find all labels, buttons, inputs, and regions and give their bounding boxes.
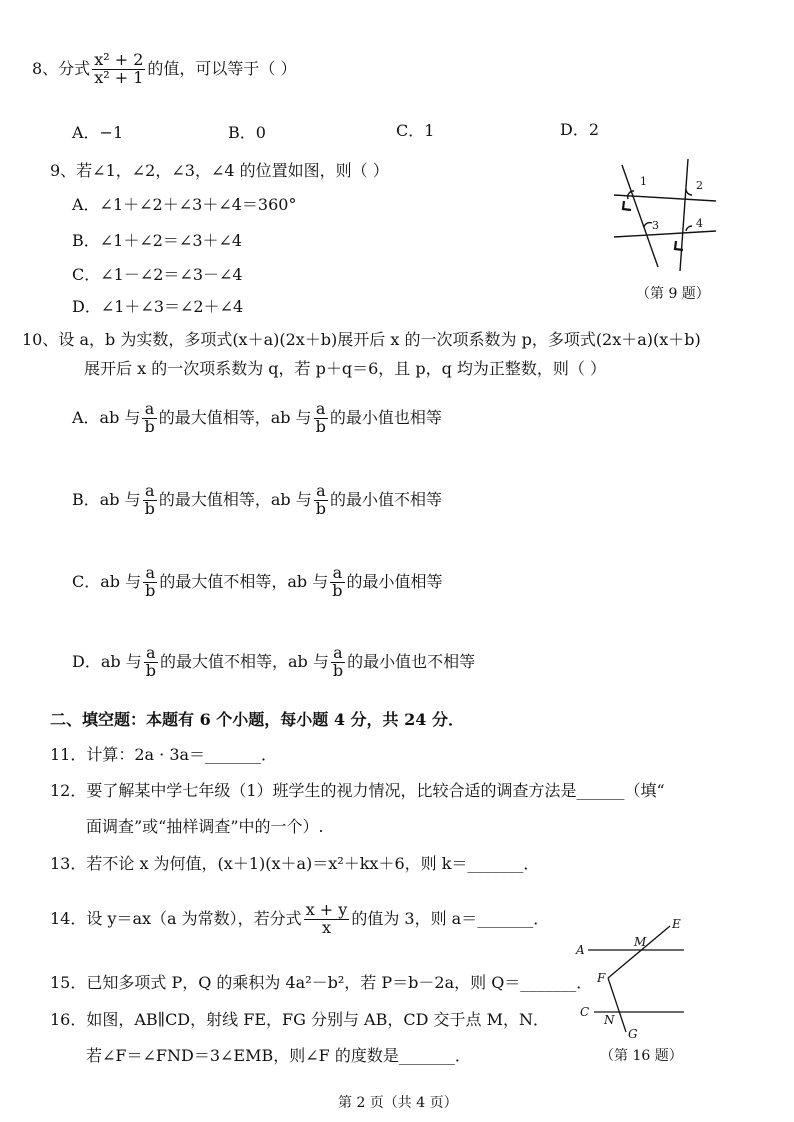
q14-stem [50, 902, 549, 937]
q14-frac-den: x [321, 917, 332, 937]
q10-frac-den: b [332, 580, 343, 600]
q10-option-c-end: 的最小值相等 [346, 571, 443, 591]
q16-figure-caption: （第 16 题） [600, 1048, 683, 1064]
q9-option-a: A．∠1＋∠2＋∠3＋∠4＝360° [72, 195, 297, 214]
q16-label-n: N [604, 1013, 615, 1027]
q10-option-c [72, 565, 443, 600]
q10-option-b-letter: B．ab 与 [72, 489, 141, 509]
q8-option-a: A．−1 [72, 123, 124, 142]
q10-option-b [72, 483, 442, 518]
q10-option-a-end: 的最小值也相等 [329, 407, 442, 427]
q10-frac-den: b [144, 498, 155, 518]
q9-arc-left-mark [623, 201, 631, 210]
q10-frac-num: a [314, 483, 328, 501]
page-footer: 第 2 页（共 4 页） [338, 1095, 458, 1111]
q12-line2: 面调查”或“抽样调查”中的一个）. [86, 817, 324, 836]
q9-figure-caption: （第 9 题） [636, 286, 710, 302]
q14-suffix: 的值为 3，则 a＝_______． [351, 908, 550, 928]
q9-arc-3 [644, 223, 652, 227]
q10-frac-num: a [143, 483, 157, 501]
q10-option-d-mid: 的最大值不相等，ab 与 [159, 651, 329, 671]
q8-suffix: 的值，可以等于（ ） [147, 58, 297, 78]
q10-frac-den: b [144, 416, 155, 436]
q15-text: 15．已知多项式 P，Q 的乘积为 4a²－b²，若 P＝b－2a，则 Q＝_______． [50, 973, 593, 992]
q12-line1: 12．要了解某中学七年级（1）班学生的视力情况，比较合适的调查方法是______（填“ [50, 781, 665, 800]
q10-frac-num: a [314, 401, 328, 419]
q10-option-d-letter: D．ab 与 [72, 651, 142, 671]
q11-text: 11．计算：2a · 3a＝_______． [50, 745, 278, 764]
q16-label-e: E [672, 917, 681, 931]
q9-figure [600, 155, 720, 275]
q16-line1: 16．如图，AB∥CD，射线 FE，FG 分别与 AB，CD 交于点 M，N． [50, 1010, 549, 1029]
q9-option-c: C．∠1－∠2＝∠3－∠4 [72, 265, 243, 284]
q16-label-a: A [576, 943, 585, 957]
q10-frac-den: b [332, 660, 344, 680]
q14-prefix: 14．设 y＝ax（a 为常数），若分式 [50, 908, 302, 928]
q10-option-c-mid: 的最大值不相等，ab 与 [159, 571, 329, 591]
q10-option-b-frac-2 [314, 483, 328, 518]
q9-line-right [680, 159, 688, 271]
q10-frac-den: b [145, 580, 156, 600]
q8-frac-den: x² + 1 [94, 67, 144, 87]
q8-option-d: D．2 [560, 120, 600, 139]
q9-label-2: 2 [696, 179, 703, 192]
q16-figure [572, 912, 692, 1042]
q10-option-a-frac-2 [314, 401, 328, 436]
q10-option-a-letter: A．ab 与 [72, 407, 141, 427]
q10-option-c-frac-1 [143, 565, 157, 600]
q10-option-d-frac-1 [144, 645, 158, 680]
q10-frac-den: b [145, 660, 156, 680]
q9-option-b: B．∠1＋∠2＝∠3＋∠4 [72, 231, 243, 250]
q16-ray-fe [608, 926, 670, 978]
q9-line-top [614, 195, 716, 201]
q9-label-3: 3 [652, 219, 659, 232]
q10-option-d-frac-2 [331, 645, 345, 680]
q16-label-f: F [597, 971, 606, 985]
q9-stem: 9、若∠1，∠2，∠3，∠4 的位置如图，则（ ） [50, 161, 389, 180]
q10-option-b-frac-1 [143, 483, 157, 518]
q10-frac-num: a [143, 565, 157, 583]
q10-option-b-end: 的最小值不相等 [330, 489, 443, 509]
q9-line-bottom [614, 231, 716, 237]
q9-option-d: D．∠1＋∠3＝∠2＋∠4 [72, 297, 244, 316]
q10-line1: 10、设 a，b 为实数，多项式(x＋a)(2x＋b)展开后 x 的一次项系数为 p，多项式(2x＋a)(x＋b) [22, 330, 701, 349]
q10-frac-num: a [330, 565, 344, 583]
q10-option-d [72, 645, 475, 680]
q16-label-g: G [628, 1027, 638, 1041]
section2-heading: 二、填空题：本题有 6 个小题，每小题 4 分，共 24 分． [50, 710, 464, 729]
q10-line2: 展开后 x 的一次项系数为 q，若 p＋q＝6，且 p，q 均为正整数，则（ ） [84, 359, 607, 378]
q10-frac-num: a [331, 645, 345, 663]
q9-arc-2 [686, 189, 692, 195]
q14-fraction [304, 902, 350, 937]
q10-frac-den: b [315, 416, 326, 436]
q10-frac-num: a [144, 645, 158, 663]
q16-label-m: M [634, 935, 647, 949]
q9-arc-4 [686, 226, 692, 231]
q9-label-4: 4 [696, 217, 703, 230]
q8-option-c: C．1 [396, 121, 435, 140]
q10-option-d-end: 的最小值也不相等 [347, 651, 476, 671]
q8-prefix: 8、分式 [32, 58, 91, 78]
q10-option-a [72, 401, 442, 436]
q8-frac-num: x² + 2 [94, 50, 144, 69]
q9-label-1: 1 [640, 175, 647, 188]
q16-line2: 若∠F＝∠FND＝3∠EMB，则∠F 的度数是_______． [86, 1046, 471, 1065]
q10-option-a-frac-1 [142, 401, 156, 436]
q10-option-b-mid: 的最大值相等，ab 与 [158, 489, 312, 509]
q8-option-b: B．0 [228, 123, 266, 142]
q10-option-c-letter: C．ab 与 [72, 571, 142, 591]
q13-text: 13．若不论 x 为何值，(x＋1)(x＋a)＝x²＋kx＋6，则 k＝_______． [50, 854, 540, 873]
q16-label-c: C [580, 1005, 590, 1019]
q8-stem [32, 52, 296, 87]
q10-frac-num: a [142, 401, 156, 419]
q8-fraction [92, 52, 145, 87]
q14-frac-num: x + y [305, 900, 348, 919]
q10-option-a-mid: 的最大值相等，ab 与 [158, 407, 312, 427]
q10-option-c-frac-2 [330, 565, 344, 600]
q10-frac-den: b [315, 498, 327, 518]
